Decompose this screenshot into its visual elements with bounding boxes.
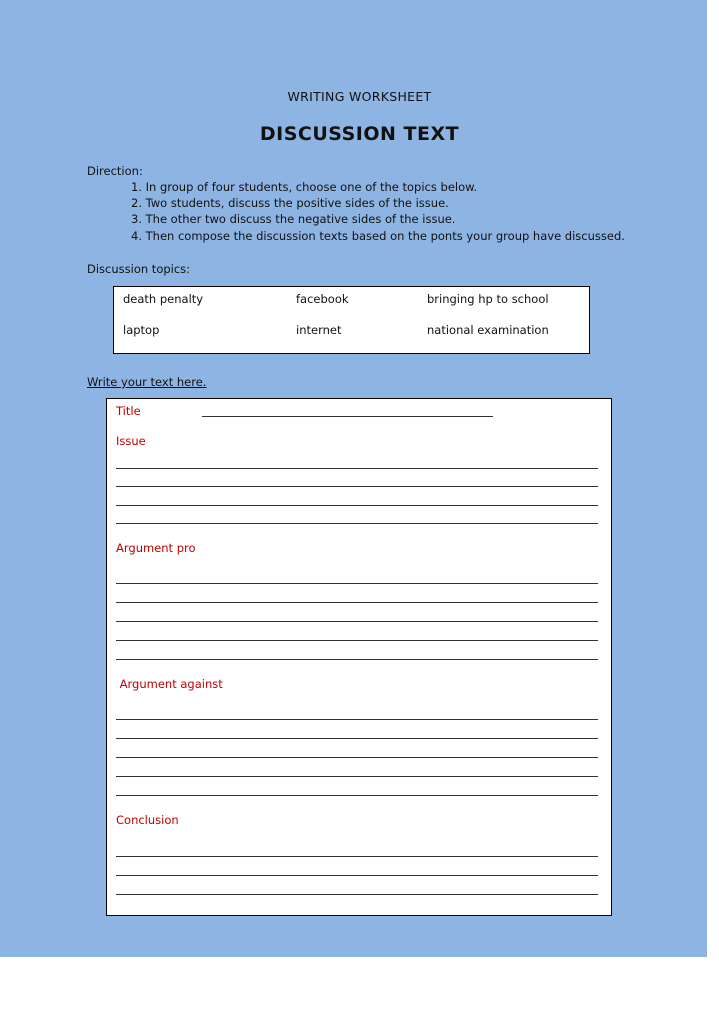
topic-item: facebook [296, 292, 349, 306]
write-prompt: Write your text here. [87, 375, 207, 389]
worksheet-subtitle: WRITING WORKSHEET [287, 89, 432, 104]
direction-label: Direction: [87, 164, 143, 178]
section-label-issue: Issue [116, 434, 146, 448]
write-line[interactable] [116, 505, 598, 506]
writing-area [106, 398, 612, 916]
write-line[interactable] [116, 856, 598, 857]
section-label-argument-pro: Argument pro [116, 541, 196, 555]
direction-step: 4. Then compose the discussion texts based on the ponts your group have discussed. [131, 229, 625, 243]
section-label-conclusion: Conclusion [116, 813, 179, 827]
direction-step: 2. Two students, discuss the positive sides of the issue. [131, 196, 449, 210]
write-line[interactable] [116, 757, 598, 758]
title-write-line[interactable] [202, 416, 493, 417]
direction-step: 1. In group of four students, choose one of the topics below. [131, 180, 478, 194]
write-line[interactable] [116, 719, 598, 720]
write-line[interactable] [116, 602, 598, 603]
write-line[interactable] [116, 738, 598, 739]
write-line[interactable] [116, 776, 598, 777]
write-line[interactable] [116, 621, 598, 622]
worksheet-title: DISCUSSION TEXT [259, 123, 460, 145]
topics-table [113, 286, 590, 354]
section-label-argument-against: Argument against [116, 677, 223, 691]
topic-item: laptop [123, 323, 160, 337]
title-label: Title [116, 404, 141, 418]
write-line[interactable] [116, 640, 598, 641]
topic-item: internet [296, 323, 342, 337]
write-line[interactable] [116, 875, 598, 876]
topic-item: national examination [427, 323, 549, 337]
write-line[interactable] [116, 894, 598, 895]
write-line[interactable] [116, 659, 598, 660]
topics-label: Discussion topics: [87, 262, 191, 276]
direction-step: 3. The other two discuss the negative sides of the issue. [131, 212, 456, 226]
topic-item: bringing hp to school [427, 292, 549, 306]
write-line[interactable] [116, 486, 598, 487]
write-line[interactable] [116, 583, 598, 584]
write-line[interactable] [116, 795, 598, 796]
write-line[interactable] [116, 468, 598, 469]
write-line[interactable] [116, 523, 598, 524]
topic-item: death penalty [123, 292, 204, 306]
